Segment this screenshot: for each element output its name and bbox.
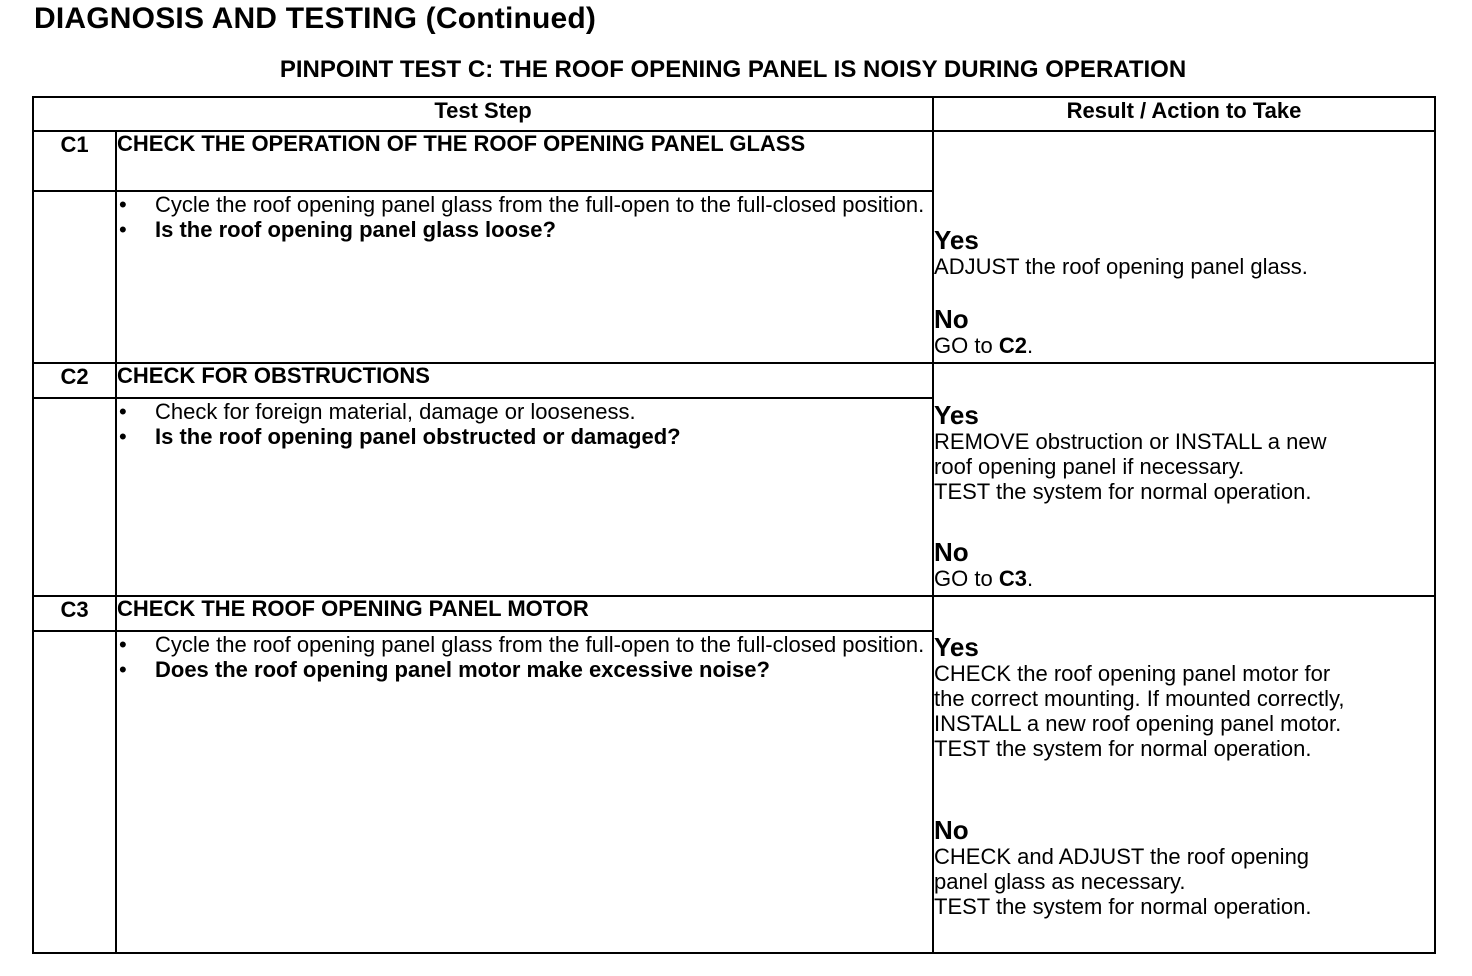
- step-id: C1: [33, 131, 116, 191]
- yes-action: CHECK the roof opening panel motor for: [934, 661, 1331, 686]
- go-to-step-ref: C3: [998, 566, 1027, 591]
- no-action-suffix: .: [1026, 566, 1034, 591]
- instruction-text: Check for foreign material, damage or looseness.: [155, 399, 636, 424]
- question-text: Is the roof opening panel glass loose?: [155, 217, 556, 242]
- step-instruction: [117, 399, 932, 424]
- yes-action: roof opening panel if necessary.: [934, 454, 1245, 479]
- table-header-row: [33, 97, 1435, 131]
- bullet-glyph: •: [119, 192, 127, 217]
- page-heading: DIAGNOSIS AND TESTING (Continued): [34, 2, 597, 35]
- bullet-glyph: •: [119, 217, 127, 242]
- step-id: C3: [33, 596, 116, 631]
- no-action: [934, 566, 1434, 591]
- question-text: Does the roof opening panel motor make excessive noise?: [155, 657, 770, 682]
- yes-action: ADJUST the roof opening panel glass.: [934, 254, 1308, 279]
- bullet-glyph: •: [119, 399, 127, 424]
- yes-action: TEST the system for normal operation.: [934, 479, 1312, 504]
- step-id-spacer: [33, 398, 116, 596]
- pinpoint-test-title: PINPOINT TEST C: THE ROOF OPENING PANEL IS NOISY DURING OPERATION: [279, 56, 1187, 83]
- column-header-result: Result / Action to Take: [933, 97, 1435, 131]
- bullet-glyph: •: [119, 657, 127, 682]
- step-c2-title-row: [33, 363, 1435, 398]
- yes-label: Yes: [934, 400, 979, 430]
- yes-label: Yes: [934, 632, 979, 662]
- yes-action: TEST the system for normal operation.: [934, 736, 1312, 761]
- no-action: [934, 333, 1434, 358]
- yes-label: Yes: [934, 225, 979, 255]
- step-c2-result: [933, 363, 1435, 596]
- bullet-glyph: •: [119, 632, 127, 657]
- step-id-spacer: [33, 191, 116, 363]
- instruction-text: Cycle the roof opening panel glass from the full-open to the full-closed position.: [155, 192, 925, 217]
- step-question: [117, 217, 932, 242]
- step-body: [116, 398, 933, 596]
- bullet-glyph: •: [119, 424, 127, 449]
- no-action-prefix: GO to: [934, 333, 999, 358]
- step-c3-title-row: [33, 596, 1435, 631]
- no-label: No: [934, 537, 969, 567]
- question-text: Is the roof opening panel obstructed or damaged?: [155, 424, 681, 449]
- yes-action: the correct mounting. If mounted correctly,: [934, 686, 1345, 711]
- step-question: [117, 657, 932, 682]
- step-body: [116, 191, 933, 363]
- no-label: No: [934, 815, 969, 845]
- no-action-suffix: .: [1026, 333, 1034, 358]
- step-instruction: [117, 192, 932, 217]
- instruction-text: Cycle the roof opening panel glass from the full-open to the full-closed position.: [155, 632, 925, 657]
- step-question: [117, 424, 932, 449]
- step-id: C2: [33, 363, 116, 398]
- step-c1-result: [933, 131, 1435, 363]
- no-action-prefix: GO to: [934, 566, 999, 591]
- step-c3-result: [933, 596, 1435, 953]
- step-id-spacer: [33, 631, 116, 953]
- no-label: No: [934, 304, 969, 334]
- step-c1-title-row: [33, 131, 1435, 191]
- step-title: CHECK FOR OBSTRUCTIONS: [116, 363, 933, 398]
- step-body: [116, 631, 933, 953]
- step-title: CHECK THE ROOF OPENING PANEL MOTOR: [116, 596, 933, 631]
- yes-action: INSTALL a new roof opening panel motor.: [934, 711, 1342, 736]
- step-title: CHECK THE OPERATION OF THE ROOF OPENING PANEL GLASS: [116, 131, 933, 191]
- no-action: panel glass as necessary.: [934, 869, 1186, 894]
- yes-action: REMOVE obstruction or INSTALL a new: [934, 429, 1327, 454]
- go-to-step-ref: C2: [998, 333, 1027, 358]
- column-header-test-step: Test Step: [33, 97, 933, 131]
- no-action: CHECK and ADJUST the roof opening: [934, 844, 1310, 869]
- no-action: TEST the system for normal operation.: [934, 894, 1312, 919]
- step-instruction: [117, 632, 932, 657]
- pinpoint-test-table: [32, 96, 1436, 954]
